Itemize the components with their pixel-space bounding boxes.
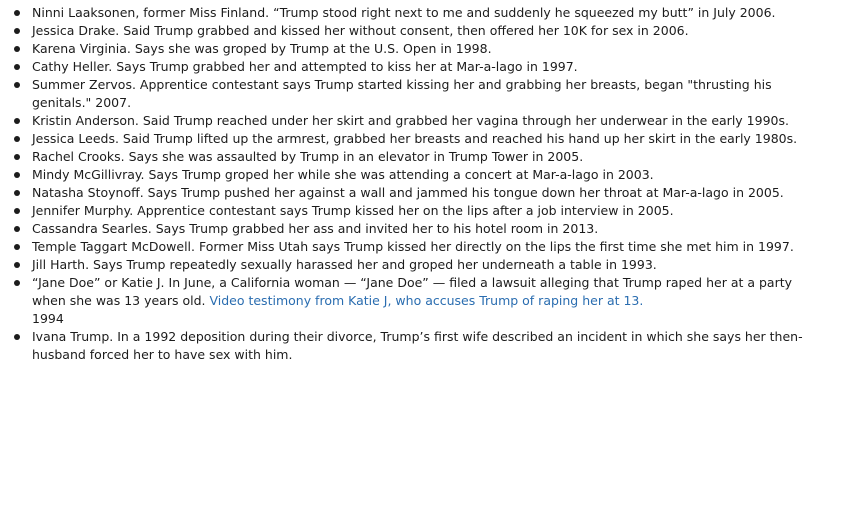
list-item — [10, 220, 826, 238]
list-item — [10, 202, 826, 220]
item-text: Jill Harth. Says Trump repeatedly sexually harassed her and groped her underneath a table in 1993. — [32, 257, 657, 272]
list-item — [10, 238, 826, 256]
list-item — [10, 148, 826, 166]
item-text: Jennifer Murphy. Apprentice contestant says Trump kissed her on the lips after a job interview in 2005. — [32, 203, 674, 218]
list-item — [10, 184, 826, 202]
item-text: Jessica Leeds. Said Trump lifted up the armrest, grabbed her breasts and reached his hand up her skirt in the early 1980s. — [32, 131, 798, 146]
item-text: Kristin Anderson. Said Trump reached under her skirt and grabbed her vagina through her underwear in the early 1990s. — [32, 113, 789, 128]
item-text: Natasha Stoynoff. Says Trump pushed her against a wall and jammed his tongue down her throat at Mar-a-lago in 2005. — [32, 185, 784, 200]
list-item — [10, 58, 826, 76]
list-item — [10, 130, 826, 148]
item-text: Karena Virginia. Says she was groped by Trump at the U.S. Open in 1998. — [32, 41, 492, 56]
list-item — [10, 166, 826, 184]
allegation-list — [10, 4, 826, 364]
list-item — [10, 40, 826, 58]
list-item — [10, 4, 826, 22]
list-item — [10, 328, 826, 364]
item-text: Temple Taggart McDowell. Former Miss Utah says Trump kissed her directly on the lips the first time she met him in 1997. — [32, 239, 794, 254]
list-item — [10, 274, 826, 328]
item-year: 1994 — [32, 311, 64, 326]
list-item — [10, 256, 826, 274]
list-item — [10, 22, 826, 40]
item-text: Ninni Laaksonen, former Miss Finland. “Trump stood right next to me and suddenly he squeezed my butt” in July 2006. — [32, 5, 776, 20]
list-item — [10, 112, 826, 130]
item-text: “Jane Doe” or Katie J. In June, a California woman — “Jane Doe” — filed a lawsuit alleging that Trump raped her at a party when she was 13 years old. — [32, 275, 793, 308]
item-text: Ivana Trump. In a 1992 deposition during their divorce, Trump’s first wife described an incident in which she says her then-husband forced her to have sex with him. — [32, 329, 803, 362]
item-text: Cassandra Searles. Says Trump grabbed her ass and invited her to his hotel room in 2013. — [32, 221, 599, 236]
list-item — [10, 76, 826, 112]
item-text: Cathy Heller. Says Trump grabbed her and attempted to kiss her at Mar-a-lago in 1997. — [32, 59, 578, 74]
item-text: Summer Zervos. Apprentice contestant says Trump started kissing her and grabbing her breasts, began "thrusting his genitals." 2007. — [32, 77, 772, 110]
item-text: Mindy McGillivray. Says Trump groped her while she was attending a concert at Mar-a-lago in 2003. — [32, 167, 654, 182]
item-text: Jessica Drake. Said Trump grabbed and kissed her without consent, then offered her 10K for sex in 2006. — [32, 23, 689, 38]
item-text: Rachel Crooks. Says she was assaulted by Trump in an elevator in Trump Tower in 2005. — [32, 149, 584, 164]
video-testimony-link[interactable]: Video testimony from Katie J, who accuses Trump of raping her at 13. — [209, 293, 644, 308]
